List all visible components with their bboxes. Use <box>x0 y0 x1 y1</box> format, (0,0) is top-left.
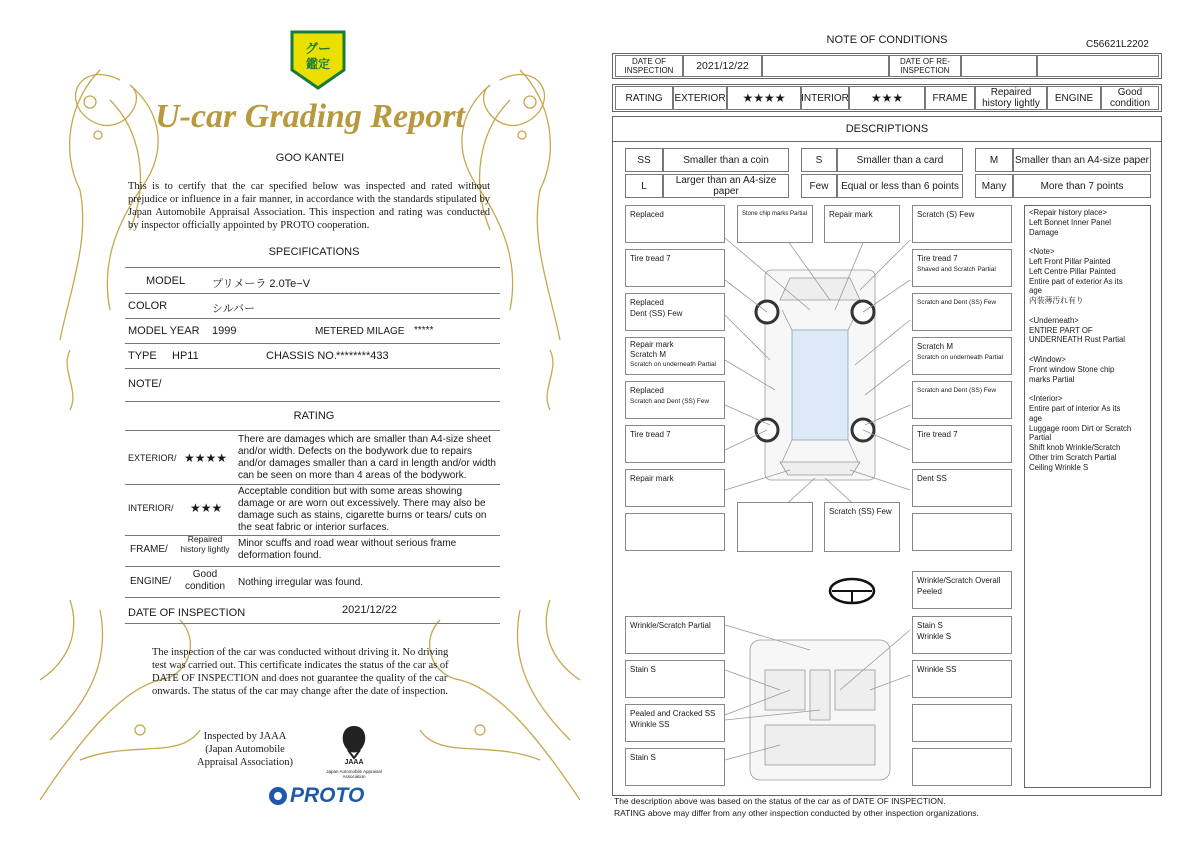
legend-code: Few <box>801 174 837 198</box>
condition-text: Tire tread 7 <box>917 430 958 439</box>
note-line: <Repair history place> <box>1029 208 1108 217</box>
certificate-footer: The inspection of the car was conducted without driving it. No driving test was carried out. This certificate indicates the status of the car as of DATE OF INSPECTION and does not guarantee the quality of the car onwards. The status of the car may change after the date of inspection. <box>152 647 449 697</box>
interior-label-cell: INTERIOR <box>801 86 849 110</box>
goo-kantei-badge <box>288 28 348 90</box>
condition-box <box>625 660 725 698</box>
condition-box <box>625 337 725 375</box>
condition-box <box>625 513 725 551</box>
note-line: Left Bonnet Inner Panel <box>1029 217 1111 227</box>
condition-box <box>625 616 725 654</box>
exterior-label-cell: EXTERIOR <box>673 86 727 110</box>
engine-value: Good condition <box>184 569 226 592</box>
condition-text: Repair mark <box>630 474 674 483</box>
legend-code: M <box>975 148 1013 172</box>
condition-text: Scratch on underneath Partial <box>630 361 716 368</box>
model-year-label: MODEL YEAR <box>128 325 200 337</box>
proto-logo-text: PROTO <box>290 784 365 807</box>
condition-text: Scratch on underneath Partial <box>917 354 1003 361</box>
condition-box <box>737 205 813 243</box>
condition-text: Repair mark <box>829 210 873 219</box>
condition-box <box>912 425 1012 463</box>
conditions-footer-1: The description above was based on the status of the car as of DATE OF INSPECTION. <box>614 796 946 806</box>
note-line <box>1029 384 1146 394</box>
condition-box <box>912 660 1012 698</box>
model-year-value: 1999 <box>212 325 237 337</box>
condition-text: Scratch and Dent (SS) Few <box>917 299 997 306</box>
condition-text: Scratch and Dent (SS) Few <box>917 387 997 394</box>
condition-text: Scratch M <box>917 342 954 351</box>
model-value: プリメーラ 2.0Te−V <box>212 278 311 290</box>
legend-code: SS <box>625 148 663 172</box>
frame-description: Minor scuffs and road wear without serious frame deformation found. <box>238 538 457 561</box>
condition-box <box>625 381 725 419</box>
badge-bottom-text: 鑑定 <box>305 57 330 71</box>
milage-label: METERED MILAGE <box>315 326 405 337</box>
note-line: Entire part of interior As its <box>1029 403 1121 413</box>
inspection-date-value: 2021/12/22 <box>683 55 762 77</box>
condition-box <box>912 249 1012 287</box>
legend-desc: Smaller than a card <box>837 148 963 172</box>
condition-box <box>912 381 1012 419</box>
color-value: シルバー <box>212 303 255 315</box>
condition-box <box>625 469 725 507</box>
rating-label: RATING <box>615 86 673 110</box>
jaaa-logo-text: JAAA <box>344 759 364 766</box>
condition-text: Wrinkle/Scratch Partial <box>630 621 711 630</box>
exterior-rating-value: ★★★★ <box>727 86 801 110</box>
condition-box <box>912 337 1012 375</box>
exterior-description: There are damages which are smaller than A4-size sheet and/or width. Defects on the bodywork due to repairs and/or damages smaller than a card in length and/or width can be seen on more than 4 areas of the bodywork. <box>238 434 496 481</box>
legend-code: L <box>625 174 663 198</box>
note-line: Left Front Pillar Painted <box>1029 256 1111 266</box>
note-line: Shift knob Wrinkle/Scratch <box>1029 443 1121 453</box>
note-line: <Note> <box>1029 247 1055 257</box>
condition-text: Stain S <box>917 621 943 630</box>
condition-box <box>737 502 813 552</box>
note-line: Luggage room Dirt or Scratch <box>1029 423 1132 433</box>
condition-text: Stain S <box>630 753 656 762</box>
condition-text: Peeled <box>917 587 942 596</box>
condition-text: Scratch (S) Few <box>917 210 975 219</box>
condition-box <box>824 205 900 243</box>
note-line: UNDERNEATH Rust Partial <box>1029 335 1126 345</box>
condition-text: Tire tread 7 <box>630 254 671 263</box>
condition-box <box>912 616 1012 654</box>
interior-rating-value: ★★★ <box>849 86 925 110</box>
doi-label: DATE OF INSPECTION <box>128 607 246 619</box>
condition-box <box>625 205 725 243</box>
note-line: Ceiling Wrinkle S <box>1029 462 1089 472</box>
notes-panel <box>1024 205 1151 788</box>
condition-text: Dent SS <box>917 474 947 483</box>
note-line: <Window> <box>1029 354 1066 364</box>
report-subtitle: GOO KANTEI <box>275 152 345 164</box>
condition-text: Scratch M <box>630 350 667 359</box>
condition-text: Replaced <box>630 210 664 219</box>
condition-box <box>625 704 725 742</box>
engine-label-cell: ENGINE <box>1047 86 1101 110</box>
jaaa-logo <box>316 722 392 778</box>
note-line: age <box>1029 413 1043 423</box>
exterior-label: EXTERIOR/ <box>128 453 177 463</box>
chassis-value: ********433 <box>336 350 389 362</box>
type-label: TYPE <box>128 350 157 362</box>
condition-box <box>912 205 1012 243</box>
condition-box <box>912 704 1012 742</box>
condition-text: Tire tread 7 <box>630 430 671 439</box>
condition-box <box>824 502 900 552</box>
legend-desc: Smaller than a coin <box>663 148 789 172</box>
report-title: U-car Grading Report <box>155 98 465 135</box>
note-line: age <box>1029 286 1043 296</box>
interior-label: INTERIOR/ <box>128 503 174 513</box>
conditions-footer-2: RATING above may differ from any other inspection conducted by other inspection organizations. <box>614 808 979 818</box>
note-line: <Underneath> <box>1029 315 1079 325</box>
legend-desc: Larger than an A4-size paper <box>663 174 789 198</box>
note-line: Left Centre Pillar Painted <box>1029 266 1116 276</box>
rating-heading: RATING <box>293 410 335 422</box>
condition-box <box>912 571 1012 609</box>
conditions-title: NOTE OF CONDITIONS <box>826 34 948 46</box>
descriptions-heading: DESCRIPTIONS <box>845 123 929 135</box>
condition-box <box>625 249 725 287</box>
condition-text: Pealed and Cracked SS <box>630 709 716 718</box>
exterior-stars: ★★★★ <box>184 451 228 465</box>
condition-box <box>625 425 725 463</box>
model-label: MODEL <box>146 275 186 287</box>
doi-value: 2021/12/22 <box>342 604 398 616</box>
jaaa-logo-subtext: Japan Automobile Appraisal Association <box>326 769 382 779</box>
condition-box <box>912 513 1012 551</box>
note-label: NOTE/ <box>128 378 162 390</box>
document-code: C56621L2202 <box>1086 39 1149 50</box>
condition-text: Replaced <box>630 386 664 395</box>
note-line: Damage <box>1029 227 1059 237</box>
condition-text: Scratch (SS) Few <box>829 507 892 516</box>
certificate-intro: This is to certify that the car specified below was inspected and rated without prejudice or influence in a fair manner, in accordance with the standards stipulated by Japan Automobile Appraisal Association. This inspection and rating was conducted by inspector officially appointed by PROTO cooperation. <box>128 181 490 231</box>
note-line: 内装薄汚れ有り <box>1029 296 1084 306</box>
legend-code: S <box>801 148 837 172</box>
chassis-label: CHASSIS NO. <box>266 350 337 362</box>
milage-value: ***** <box>414 325 434 336</box>
frame-value: Repaired history lightly <box>180 534 230 554</box>
specifications-heading: SPECIFICATIONS <box>268 246 360 258</box>
note-line: Partial <box>1029 433 1052 443</box>
type-value: HP11 <box>172 350 199 362</box>
inspected-by: Inspected by JAAA (Japan Automobile Appraisal Association) <box>197 731 293 768</box>
badge-top-text: グー <box>304 41 331 56</box>
note-line: Front window Stone chip <box>1029 364 1115 374</box>
note-line: <Interior> <box>1029 394 1063 404</box>
engine-description: Nothing irregular was found. <box>238 577 364 588</box>
condition-box <box>912 293 1012 331</box>
condition-text: Tire tread 7 <box>917 254 958 263</box>
frame-label: FRAME/ <box>130 544 168 555</box>
condition-box <box>625 748 725 786</box>
note-line: marks Partial <box>1029 374 1075 384</box>
reinspection-date-label: DATE OF RE-INSPECTION <box>889 55 961 77</box>
condition-text: Wrinkle SS <box>917 665 957 674</box>
legend-desc: Equal or less than 6 points <box>837 174 963 198</box>
condition-text: Stain S <box>630 665 656 674</box>
condition-text: Scratch and Dent (SS) Few <box>630 398 710 405</box>
color-label: COLOR <box>128 300 168 312</box>
frame-label-cell: FRAME <box>925 86 975 110</box>
note-line: ENTIRE PART OF <box>1029 325 1093 335</box>
proto-mark-icon <box>268 786 288 806</box>
condition-text: Wrinkle/Scratch Overall <box>917 576 1001 585</box>
note-line <box>1029 345 1146 355</box>
condition-text: Dent (SS) Few <box>630 309 683 318</box>
note-line <box>1029 237 1146 247</box>
condition-text: Replaced <box>630 298 664 307</box>
engine-label: ENGINE/ <box>130 576 172 587</box>
condition-text: Shaved and Scratch Partial <box>917 266 996 273</box>
engine-rating-value: Good condition <box>1101 86 1159 110</box>
note-line: Entire part of exterior As its <box>1029 276 1123 286</box>
condition-text: Repair mark <box>630 340 674 349</box>
condition-text: Stone chip marks Partial <box>742 211 808 217</box>
condition-box <box>912 748 1012 786</box>
note-line <box>1029 306 1146 316</box>
legend-code: Many <box>975 174 1013 198</box>
legend-desc: More than 7 points <box>1013 174 1151 198</box>
interior-description: Acceptable condition but with some areas showing damage or are worn out excessively. There may also be damage such as stains, cigarette burns or tears/ cuts on the seat fabric or interior surfaces. <box>238 486 487 533</box>
condition-text: Wrinkle SS <box>630 720 670 729</box>
note-line: Other trim Scratch Partial <box>1029 452 1117 462</box>
interior-stars: ★★★ <box>190 501 223 515</box>
inspection-date-label: DATE OF INSPECTION <box>615 55 683 77</box>
condition-text: Wrinkle S <box>917 632 952 641</box>
reinspection-date-value <box>961 55 1037 77</box>
frame-rating-value: Repaired history lightly <box>975 86 1047 110</box>
condition-box <box>625 293 725 331</box>
legend-desc: Smaller than an A4-size paper <box>1013 148 1151 172</box>
condition-box <box>912 469 1012 507</box>
